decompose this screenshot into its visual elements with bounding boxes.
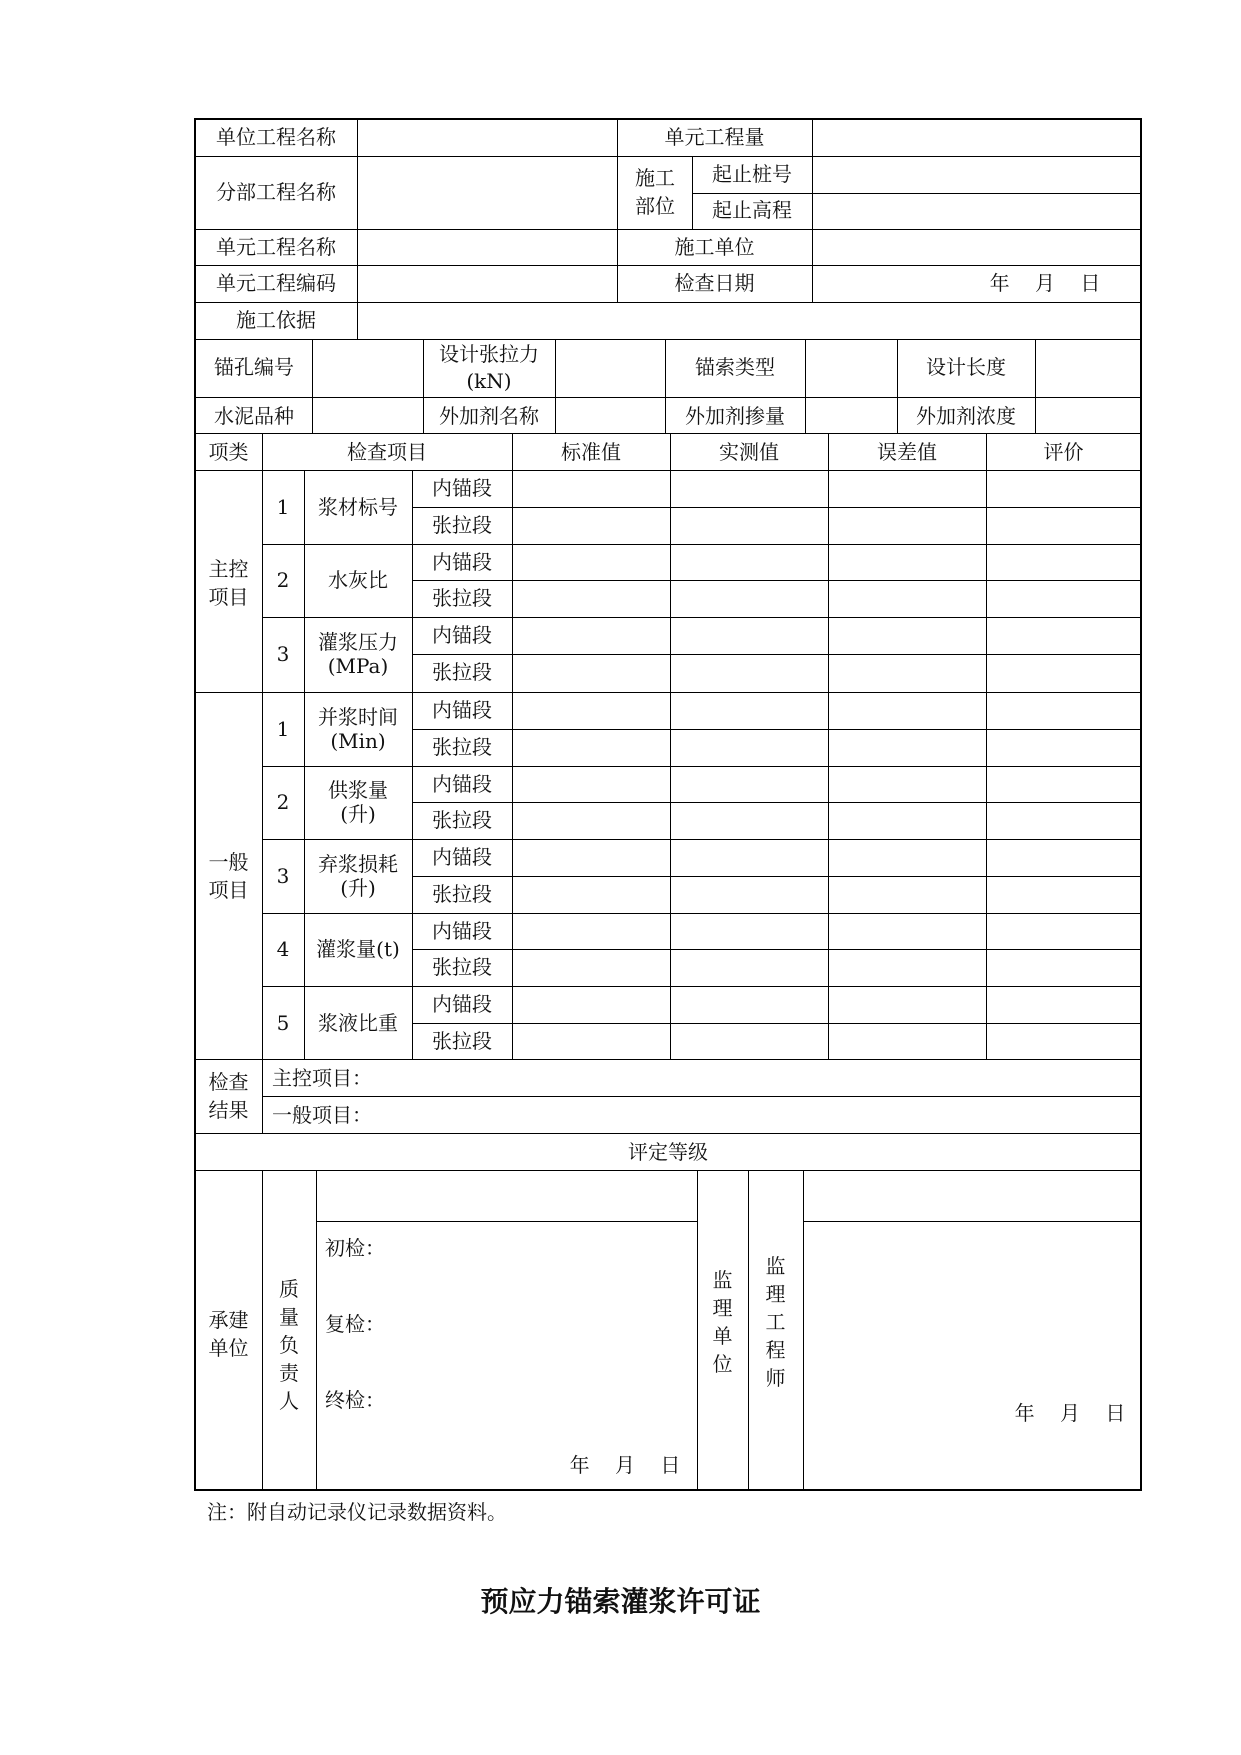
column-check-item: 检查项目 [347, 440, 427, 464]
next-section-title: 预应力锚索灌浆许可证 [480, 1585, 761, 1618]
segment-tension-label: 张拉段 [432, 955, 492, 980]
admixture-dosage-label: 外加剂掺量 [685, 404, 785, 428]
segment-inner-label: 内锚段 [432, 918, 492, 943]
item-number-main: 3 [276, 641, 290, 666]
item-number-general: 3 [276, 863, 290, 888]
column-evaluation: 评价 [1043, 440, 1084, 464]
item-name-general: 并浆时间 [318, 704, 398, 729]
segment-tension-label: 张拉段 [432, 1028, 492, 1053]
grade-label: 评定等级 [628, 1140, 708, 1164]
grid-line [803, 1170, 804, 1491]
grid-line [262, 1059, 263, 1133]
grid-line [195, 433, 1141, 434]
column-standard: 标准值 [561, 440, 621, 464]
segment-tension-label: 张拉段 [432, 659, 492, 684]
grid-line [412, 507, 1141, 508]
grid-line [412, 729, 1141, 730]
construction-location-label: 施工 部位 [635, 166, 675, 218]
grid-line [195, 156, 1141, 157]
item-name-main: 水灰比 [328, 568, 388, 593]
grid-line [412, 654, 1141, 655]
grid-line [986, 470, 987, 1059]
design-tension-label: 设计张拉力 [439, 342, 539, 366]
item-unit-general: (升) [340, 802, 376, 827]
item-number-general: 2 [276, 790, 290, 815]
segment-inner-label: 内锚段 [432, 549, 492, 574]
column-measured: 实测值 [719, 440, 779, 464]
column-error: 误差值 [877, 440, 937, 464]
start-end-elevation-label: 起止高程 [712, 198, 792, 222]
column-category: 项类 [208, 440, 249, 464]
item-unit-main: (MPa) [327, 653, 389, 678]
grid-line [670, 470, 671, 1059]
grid-line [262, 470, 1141, 471]
unit-element-code-label: 单元工程编码 [216, 271, 336, 295]
item-name-general: 供浆量 [328, 778, 388, 803]
grid-line [316, 1170, 317, 1491]
grid-line [262, 839, 1141, 840]
segment-inner-label: 内锚段 [432, 623, 492, 647]
item-number-general: 4 [276, 937, 290, 962]
grid-line [262, 1096, 1141, 1097]
segment-tension-label: 张拉段 [432, 881, 492, 906]
grid-line [412, 580, 1141, 581]
grid-line [195, 1170, 1141, 1171]
grid-line [195, 339, 1141, 340]
grid-line [195, 229, 1141, 230]
grid-line [828, 470, 829, 1059]
result-label: 检查 结果 [208, 1070, 249, 1122]
grid-line [262, 544, 1141, 545]
grid-line [803, 1221, 1141, 1222]
start-end-station-label: 起止桩号 [712, 162, 792, 186]
division-project-name-label: 分部工程名称 [216, 180, 336, 204]
grid-line [512, 470, 513, 1059]
construction-unit-label: 施工单位 [674, 235, 755, 259]
grid-line [312, 339, 313, 433]
supervisor-engineer-label: 监 理 工 程 师 [765, 1254, 786, 1390]
item-unit-general: (升) [340, 875, 376, 900]
initial-check-label: 初检： [325, 1236, 385, 1260]
item-number-main: 2 [276, 568, 290, 593]
quality-manager-label: 质 量 负 责 人 [279, 1277, 299, 1413]
anchor-type-label: 锚索类型 [695, 355, 775, 379]
grid-line [195, 1059, 1141, 1060]
grid-line [812, 118, 813, 302]
grid-line [195, 302, 1141, 303]
unit-element-name-label: 单元工程名称 [216, 235, 336, 259]
segment-inner-label: 内锚段 [432, 845, 492, 869]
general-items-label: 一般 项目 [208, 850, 249, 902]
grid-line [195, 397, 1141, 398]
check-date-label: 检查日期 [674, 271, 755, 295]
item-unit-general: (Min) [330, 728, 386, 753]
check-date-value: 年 月 日 [989, 271, 1101, 295]
grid-line [412, 876, 1141, 877]
grid-line [1035, 339, 1036, 433]
item-name-general: 弃浆损耗 [318, 851, 398, 876]
item-name-general: 灌浆量(t) [316, 937, 400, 962]
grid-line [412, 949, 1141, 950]
item-number-general: 5 [276, 1010, 290, 1035]
supervisor-signoff-date: 年 月 日 [1014, 1401, 1126, 1425]
segment-inner-label: 内锚段 [432, 698, 492, 722]
segment-tension-label: 张拉段 [432, 808, 492, 833]
grid-line [262, 986, 1141, 987]
recheck-label: 复检： [325, 1312, 385, 1336]
item-name-general: 浆液比重 [318, 1010, 398, 1035]
construction-basis-label: 施工依据 [236, 308, 316, 332]
unit-project-name-label: 单位工程名称 [216, 125, 336, 149]
admixture-concentration-label: 外加剂浓度 [916, 404, 1016, 428]
grid-line [195, 265, 1141, 266]
grid-line [262, 913, 1141, 914]
segment-inner-label: 内锚段 [432, 476, 492, 500]
segment-tension-label: 张拉段 [432, 512, 492, 537]
result-main-control: 主控项目： [272, 1066, 372, 1090]
segment-tension-label: 张拉段 [432, 586, 492, 611]
grid-line [304, 470, 305, 1059]
grid-line [262, 617, 1141, 618]
unit-element-quantity-label: 单元工程量 [664, 125, 765, 149]
contractor-label: 承建 单位 [208, 1308, 249, 1360]
quality-signoff-date: 年 月 日 [569, 1453, 681, 1477]
grid-line [692, 193, 1141, 194]
item-number-main: 1 [276, 494, 290, 519]
main-control-label: 主控 项目 [208, 557, 249, 609]
grid-line [262, 766, 1141, 767]
final-check-label: 终检： [325, 1388, 385, 1412]
grid-line [555, 339, 556, 433]
design-length-label: 设计长度 [926, 355, 1006, 379]
grid-line [195, 1133, 1141, 1134]
item-number-general: 1 [276, 716, 290, 741]
cement-type-label: 水泥品种 [214, 404, 294, 428]
grid-line [412, 802, 1141, 803]
grid-line [357, 118, 358, 302]
footnote: 注：附自动记录仪记录数据资料。 [207, 1500, 507, 1524]
item-name-main: 浆材标号 [318, 494, 398, 519]
grid-line [316, 1221, 697, 1222]
design-tension-unit: (kN) [466, 369, 512, 393]
grid-line [805, 339, 806, 433]
item-name-main: 灌浆压力 [318, 629, 398, 654]
grid-line [357, 302, 358, 339]
grid-line [262, 470, 263, 1059]
result-general: 一般项目： [272, 1103, 372, 1127]
segment-tension-label: 张拉段 [432, 734, 492, 759]
grid-line [195, 692, 1141, 693]
anchor-hole-no-label: 锚孔编号 [214, 355, 294, 379]
segment-inner-label: 内锚段 [432, 771, 492, 796]
segment-inner-label: 内锚段 [432, 992, 492, 1016]
grid-line [412, 1023, 1141, 1024]
admixture-name-label: 外加剂名称 [439, 404, 539, 428]
supervisor-unit-label: 监 理 单 位 [712, 1268, 733, 1376]
